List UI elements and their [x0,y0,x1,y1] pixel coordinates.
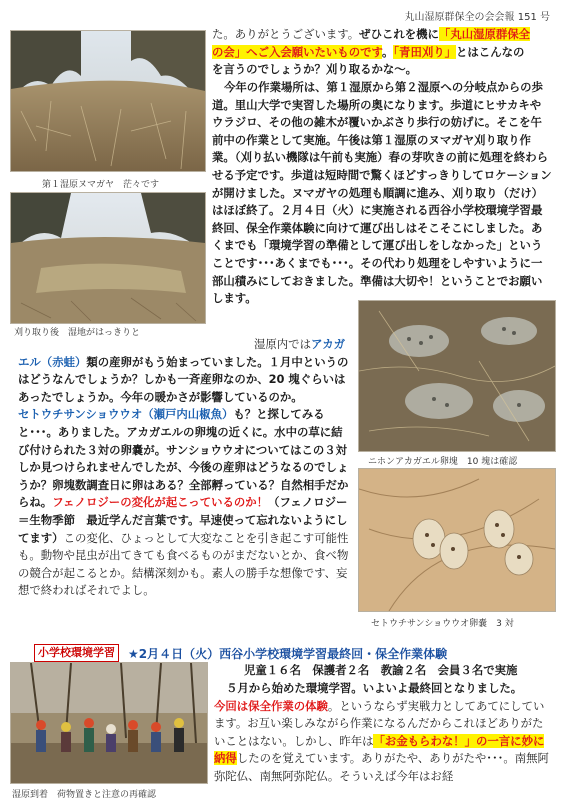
highlight-text: の会」へご入会願いたいものです [212,44,382,59]
text-run: したのを覚えています。ありがたや、ありがたや･･･。南無阿弥陀仏、南無阿弥陀仏。そういえば今年はお経 [214,751,549,783]
photo-caption: 湿原到着 荷物置きと注意の再確認 [12,790,157,800]
text-run: 湿原内では [254,337,311,351]
text-run: 。というならず実戦力としてあてにしています。お互い楽しみながら作業になるんだからこれほどありがたいことはない。しかし、昨年は [214,698,545,748]
text-run: た。ありがとうございます。 [212,27,360,41]
species-name: セトウチサンショウウオ [18,407,143,422]
article-column-top [212,26,552,79]
highlight-text: フェノロジーの変化が起こっているのか！ [52,495,269,510]
paragraph [212,44,552,62]
highlight-text: 「お金もらわな！」の一言に妙に納得 [214,733,545,766]
photo-marsh-after [10,192,206,324]
photo-caption: ニホンアカガエル卵塊 10 塊は確認 [368,457,518,467]
text-run: も？と探してみると･･･。ありました。アカガエルの卵塊の近くに。水中の草に結び付けられた３対の卵嚢が。サンショウウオについてはこの３対しか見つけられませんでしたが、今後の産卵はどうなるのでしょうか？卵塊数調査日に卵はある？全部孵っている？自然相手だからね。 [18,407,349,510]
text-run: ぜひこれを機に [359,27,439,41]
text-run: この変化、ひょっとして大変なことを引き起こす可能性も。動物や昆虫が出てきても食べるものがまだないとか、食べ物の競合が起こるとか。結構深刻かも。素人の勝手な想像です、妄想で終わればそれでよし。 [18,530,349,598]
paragraph: ５月から始めた環境学習。いよいよ最終回となりました。 [226,681,523,695]
paragraph [212,26,552,44]
paragraph: 今年の作業場所は、第１湿原から第２湿原への分岐点からの歩道。里山大学で実習した場所の奥になります。歩道にヒサカキやウラジロ、その他の雑木が覆いかぶさり歩行の妨げに。そこを午前中の作業として実施。午後は第１湿原のヌマガヤ刈り取り作業。（刈り払い機隊は午前も実施）春の芽吹きの前に処理を終わらせる予定です。歩道は短時間で驚くほどすっきりしてロケーションが開けました。ヌマガヤの処理も順調に進み、刈り取り（だけ）はほぼ終了。２月４日（火）に実施される西谷小学校環境学習最終回、保全作業体験に向けて運び出しはそこそこにしました。あくまでも「環境学習の準備として運び出しをしなかった」ということです･･･あくまでも･･･。その代わり処理をしやすいように一部山積みにしておきました。準備は大切や！ということでお願いします。 [212,80,552,306]
text-run: （フェノロジー＝生物季節 最近学んだ言葉です。早速使って忘れないようにしてます） [18,495,348,545]
species-name: （赤蛙） [40,354,87,369]
paragraph [214,698,554,786]
text-run: とはこんなの [456,44,525,59]
paragraph [212,61,552,79]
highlight-text: 「丸山湿原群保全 [438,27,531,41]
photo-school-visit [10,662,208,784]
photo-frog-eggs [358,300,556,452]
highlight-text: 今回は保全作業の体験 [214,698,328,713]
highlight-text: 「青田刈り」 [393,44,457,59]
paragraph [18,336,350,406]
photo-caption: セトウチサンショウウオ卵嚢 3 対 [371,619,514,629]
article-body-school [214,680,554,786]
article-body-eggs [18,336,350,600]
photo-caption: 刈り取り後 湿地がはっきりと [14,328,141,338]
species-name: （瀬戸内山椒魚） [142,407,234,422]
species-name: アカガエル [18,337,346,369]
text-run: 類の産卵がもう始まっていました。１月中というのはどうなんでしょうか？しかも一斉産卵なのか、20 塊ぐらいはあったでしょうか。今年の暖かさが影響しているのか。 [18,354,349,404]
attendance-line [244,662,554,680]
article-body-work [212,79,552,308]
section-tag: 小学校環境学習 [34,644,119,662]
newsletter-header: 丸山湿原群保全の会会報 151 号 [404,12,550,23]
text-run: を言うのでしょうか？刈り取るかな～。 [212,62,418,77]
section-title: ★2月４日（火）西谷小学校環境学習最終回・保全作業体験 [128,647,448,661]
paragraph [18,406,350,600]
photo-caption: 第１湿原ヌマガヤ 茫々です [42,180,160,190]
photo-salamander-eggs [358,468,556,612]
text-run: 児童１６名 保護者２名 教諭２名 会員３名で実施 [244,663,518,677]
photo-marsh-before [10,30,206,172]
text-run: 。 [381,44,394,59]
